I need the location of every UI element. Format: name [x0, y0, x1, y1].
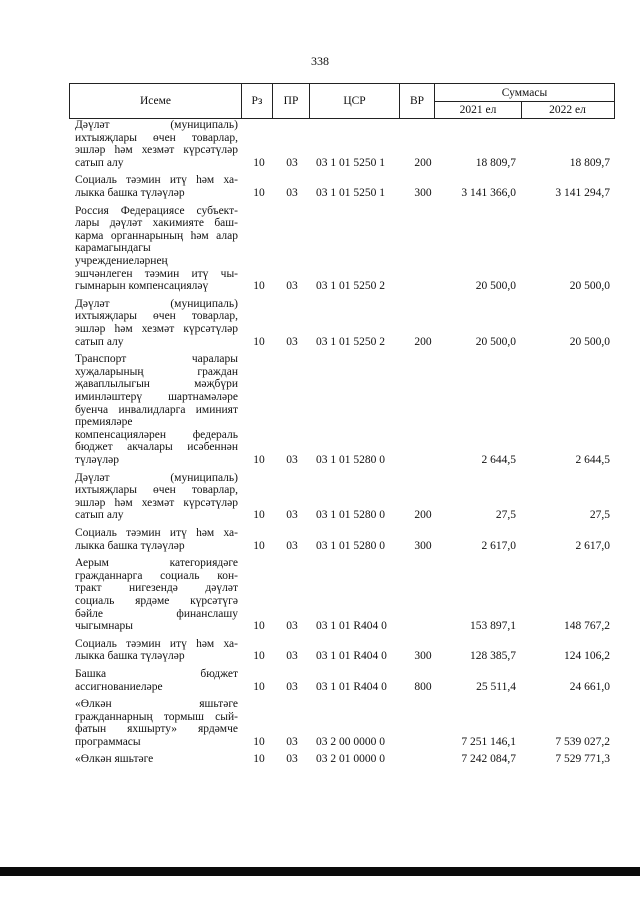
- description-line: түләүләр: [75, 453, 119, 466]
- row-sum-2021: 20 500,0: [475, 335, 516, 348]
- header-year-2021: 2021 ел: [435, 101, 522, 119]
- row-sum-2021: 25 511,4: [476, 680, 516, 693]
- description-line: карамагындагы: [75, 242, 151, 255]
- row-sum-2021: 18 809,7: [475, 156, 516, 169]
- description-line: Транспорт чаралары: [75, 353, 238, 366]
- row-sum-2022: 7 539 027,2: [555, 735, 610, 748]
- scan-bottom-edge: [0, 867, 640, 876]
- row-description: [75, 527, 238, 552]
- description-line: Социаль тәэмин итү һәм ха-: [75, 174, 238, 187]
- row-rz: 10: [253, 620, 265, 633]
- description-line: социаль ярдәме күрсәтүгә: [75, 594, 238, 607]
- table-row: [0, 353, 640, 471]
- row-sum-2022: 7 529 771,3: [555, 753, 610, 766]
- row-sum-2022: 148 767,2: [564, 620, 610, 633]
- description-line: Дәүләт (муниципаль): [75, 297, 238, 310]
- description-line: сатып алу: [75, 335, 124, 348]
- row-pr: 03: [286, 280, 298, 293]
- row-pr: 03: [286, 509, 298, 522]
- header-sums: Суммасы: [435, 84, 614, 102]
- page-number: 338: [311, 54, 329, 68]
- description-line: «Өлкән яшьтәге: [75, 698, 238, 711]
- row-sum-2021: 153 897,1: [470, 620, 516, 633]
- row-pr: 03: [286, 335, 298, 348]
- row-vr: 300: [414, 539, 432, 552]
- description-line: хуҗаларының граждан: [75, 365, 238, 378]
- row-vr: 300: [414, 186, 432, 199]
- header-sums-group: [435, 84, 614, 118]
- description-line: Аерым категориядәге: [75, 557, 238, 570]
- description-line: карма органнарының һәм алар: [75, 229, 238, 242]
- row-pr: 03: [286, 620, 298, 633]
- row-sum-2021: 3 141 366,0: [461, 186, 516, 199]
- table-header: [69, 83, 615, 119]
- description-line: Дәүләт (муниципаль): [75, 119, 238, 131]
- description-line: лары дәүләт хакимияте баш-: [75, 217, 238, 230]
- description-line: тракт нигезендә дәүләт: [75, 582, 238, 595]
- row-description: [75, 174, 238, 199]
- description-line: эшләр һәм хезмәт күрсәтүләр: [75, 144, 238, 157]
- description-line: лыкка башка түләүләр: [75, 539, 185, 552]
- row-sum-2021: 2 644,5: [481, 453, 516, 466]
- description-line: компенсацияләрен федераль: [75, 428, 238, 441]
- description-line: иминләштерү шартнамәләре: [75, 390, 238, 403]
- description-line: сатып алу: [75, 156, 124, 169]
- description-line: фатын яхшырту» ярдәмче: [75, 723, 238, 736]
- description-line: сатып алу: [75, 509, 124, 522]
- header-year-2022: 2022 ел: [549, 104, 586, 116]
- row-sum-2022: 24 661,0: [569, 680, 610, 693]
- description-line: учреждениеләрнең: [75, 254, 168, 267]
- row-sum-2022: 2 617,0: [575, 539, 610, 552]
- row-description: [75, 557, 238, 633]
- description-line: бюджет акчалары исәбеннән: [75, 441, 238, 454]
- row-rz: 10: [253, 335, 265, 348]
- header-name: Исеме: [70, 84, 242, 118]
- row-description: [75, 298, 238, 348]
- row-rz: 10: [253, 280, 265, 293]
- description-line: Башка бюджет: [75, 667, 238, 680]
- row-sum-2022: 20 500,0: [569, 335, 610, 348]
- table-row: [0, 174, 640, 204]
- description-line: эшләр һәм хезмәт күрсәтүләр: [75, 496, 238, 509]
- table-row: [0, 298, 640, 353]
- description-line: гражданнарга социаль кон-: [75, 569, 238, 582]
- row-description: [75, 638, 238, 663]
- row-sum-2022: 2 644,5: [575, 453, 610, 466]
- row-vr: 200: [414, 509, 432, 522]
- row-pr: 03: [286, 680, 298, 693]
- row-sum-2021: 20 500,0: [475, 280, 516, 293]
- row-vr: 800: [414, 680, 432, 693]
- row-csr: 03 2 00 0000 0: [316, 735, 385, 748]
- row-csr: 03 1 01 5250 2: [316, 280, 385, 293]
- row-csr: 03 1 01 5250 1: [316, 156, 385, 169]
- row-description: [75, 753, 238, 766]
- row-rz: 10: [253, 735, 265, 748]
- row-sum-2022: 18 809,7: [569, 156, 610, 169]
- header-pr: ПР: [273, 84, 310, 118]
- table-row: [0, 557, 640, 638]
- row-sum-2021: 7 242 084,7: [461, 753, 516, 766]
- description-line: чыгымнары: [75, 620, 133, 633]
- description-line: буенча инвалидларга иминият: [75, 403, 238, 416]
- row-description: [75, 472, 238, 522]
- row-vr: 200: [414, 156, 432, 169]
- description-line: Социаль тәэмин итү һәм ха-: [75, 526, 238, 539]
- row-rz: 10: [253, 509, 265, 522]
- table-row: [0, 638, 640, 668]
- row-pr: 03: [286, 650, 298, 663]
- row-pr: 03: [286, 753, 298, 766]
- description-line: җаваплылыгын мәҗбүри: [75, 378, 238, 391]
- description-line: Дәүләт (муниципаль): [75, 471, 238, 484]
- table-body: [0, 119, 640, 771]
- row-csr: 03 1 01 5250 1: [316, 186, 385, 199]
- description-line: программасы: [75, 735, 141, 748]
- row-sum-2021: 2 617,0: [481, 539, 516, 552]
- row-sum-2021: 7 251 146,1: [461, 735, 516, 748]
- description-line: ихтыяҗлары өчен товарлар,: [75, 484, 238, 497]
- row-rz: 10: [253, 453, 265, 466]
- description-line: ихтыяҗлары өчен товарлар,: [75, 310, 238, 323]
- description-line: лыкка башка түләүләр: [75, 650, 185, 663]
- description-line: премияләре: [75, 416, 133, 429]
- row-csr: 03 1 01 5250 2: [316, 335, 385, 348]
- table-row: [0, 668, 640, 698]
- row-sum-2022: 3 141 294,7: [555, 186, 610, 199]
- row-sum-2022: 124 106,2: [564, 650, 610, 663]
- description-line: бәйле финанслашу: [75, 607, 238, 620]
- description-line: ихтыяҗлары өчен товарлар,: [75, 131, 238, 144]
- description-line: эшләр һәм хезмәт күрсәтүләр: [75, 322, 238, 335]
- row-vr: 200: [414, 335, 432, 348]
- table-row: [0, 753, 640, 771]
- row-csr: 03 1 01 R404 0: [316, 650, 387, 663]
- description-line: «Өлкән яшьтәге: [75, 753, 154, 766]
- description-line: Социаль тәэмин итү һәм ха-: [75, 637, 238, 650]
- row-description: [75, 698, 238, 748]
- row-description: [75, 668, 238, 693]
- description-line: гымнарын компенсацияләү: [75, 280, 209, 293]
- row-pr: 03: [286, 539, 298, 552]
- row-pr: 03: [286, 186, 298, 199]
- table-row: [0, 698, 640, 753]
- description-line: Россия Федерациясе субъект-: [75, 204, 238, 217]
- row-sum-2021: 27,5: [495, 509, 516, 522]
- row-csr: 03 1 01 R404 0: [316, 680, 387, 693]
- row-description: [75, 353, 238, 466]
- row-sum-2022: 27,5: [589, 509, 610, 522]
- row-rz: 10: [253, 186, 265, 199]
- table-row: [0, 527, 640, 557]
- row-rz: 10: [253, 680, 265, 693]
- row-csr: 03 1 01 5280 0: [316, 453, 385, 466]
- header-csr: ЦСР: [310, 84, 400, 118]
- row-csr: 03 2 01 0000 0: [316, 753, 385, 766]
- row-csr: 03 1 01 5280 0: [316, 539, 385, 552]
- row-pr: 03: [286, 735, 298, 748]
- description-line: лыкка башка түләүләр: [75, 186, 185, 199]
- row-description: [75, 205, 238, 293]
- row-csr: 03 1 01 R404 0: [316, 620, 387, 633]
- description-line: эшчәнлеген тәэмин итү чы-: [75, 267, 238, 280]
- table-row: [0, 472, 640, 527]
- row-csr: 03 1 01 5280 0: [316, 509, 385, 522]
- row-description: [75, 119, 238, 169]
- row-rz: 10: [253, 156, 265, 169]
- row-rz: 10: [253, 650, 265, 663]
- description-line: ассигнованиеләре: [75, 680, 163, 693]
- table-row: [0, 205, 640, 298]
- row-rz: 10: [253, 539, 265, 552]
- header-rz: Рз: [242, 84, 273, 118]
- row-sum-2021: 128 385,7: [470, 650, 516, 663]
- row-vr: 300: [414, 650, 432, 663]
- description-line: гражданнарның тормыш сый-: [75, 710, 238, 723]
- row-sum-2022: 20 500,0: [569, 280, 610, 293]
- row-rz: 10: [253, 753, 265, 766]
- header-vr: ВР: [400, 84, 435, 118]
- row-pr: 03: [286, 156, 298, 169]
- row-pr: 03: [286, 453, 298, 466]
- table-row: [0, 119, 640, 174]
